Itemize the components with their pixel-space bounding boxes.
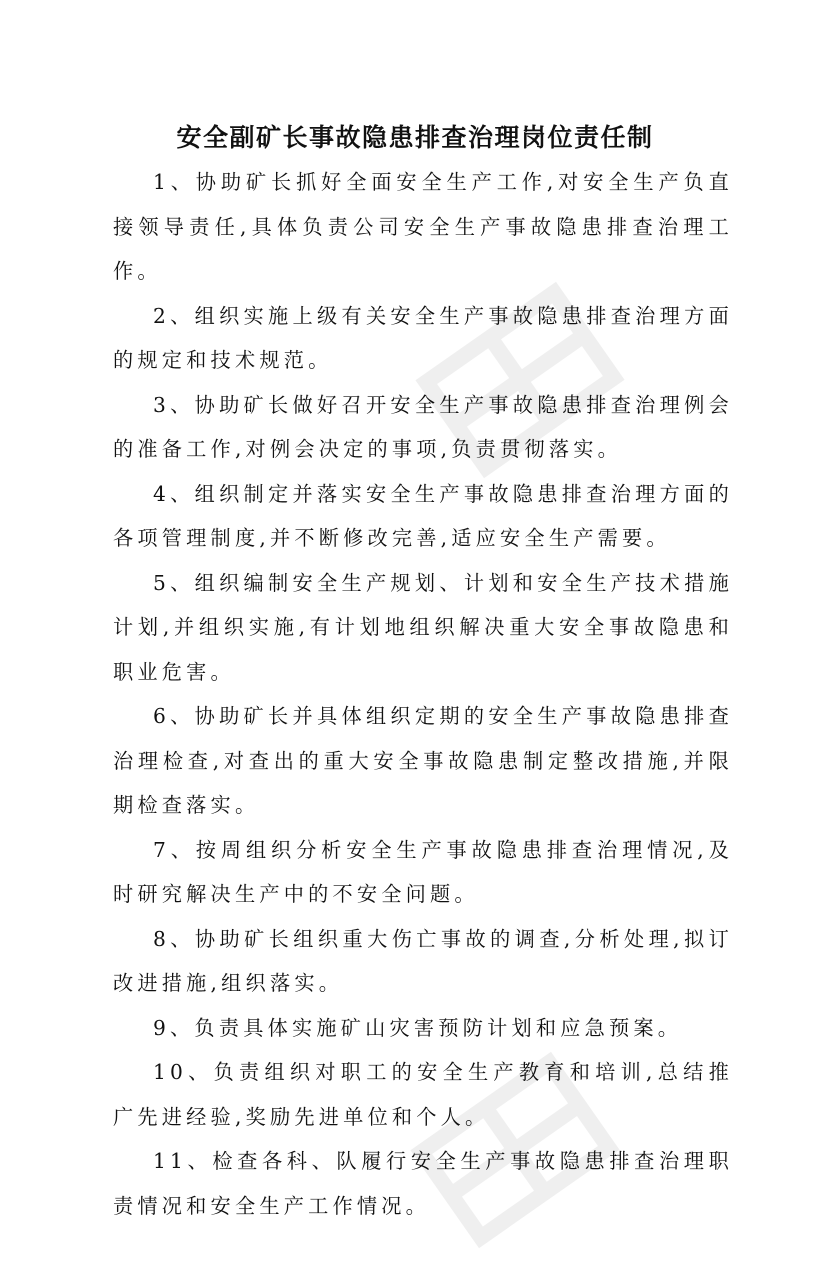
paragraph-11: 11、检查各科、队履行安全生产事故隐患排查治理职责情况和安全生产工作情况。 [113,1149,733,1218]
paragraph-9: 9、负责具体实施矿山灾害预防计划和应急预案。 [153,1015,683,1040]
paragraph-8: 8、协助矿长组织重大伤亡事故的调查,分析处理,拟订改进措施,组织落实。 [113,926,733,995]
paragraph-10: 10、负责组织对职工的安全生产教育和培训,总结推广先进经验,奖励先进单位和个人。 [113,1060,733,1129]
paragraph-7: 7、按周组织分析安全生产事故隐患排查治理情况,及时研究解决生产中的不安全问题。 [113,837,733,906]
document-body [113,160,733,1228]
paragraph-2: 2、组织实施上级有关安全生产事故隐患排查治理方面的规定和技术规范。 [113,303,733,372]
paragraph-5: 5、组织编制安全生产规划、计划和安全生产技术措施计划,并组织实施,有计划地组织解决重大安全事故隐患和职业危害。 [113,570,733,684]
paragraph-3: 3、协助矿长做好召开安全生产事故隐患排查治理例会的准备工作,对例会决定的事项,负责贯彻落实。 [113,392,733,461]
document-title: 安全副矿长事故隐患排查治理岗位责任制 [176,123,654,152]
paragraph-1: 1、协助矿长抓好全面安全生产工作,对安全生产负直接领导责任,具体负责公司安全生产事故隐患排查治理工作。 [113,170,733,283]
paragraph-4: 4、组织制定并落实安全生产事故隐患排查治理方面的各项管理制度,并不断修改完善,适应安全生产需要。 [113,481,733,550]
paragraph-6: 6、协助矿长并具体组织定期的安全生产事故隐患排查治理检查,对查出的重大安全事故隐患制定整改措施,并限期检查落实。 [113,704,733,817]
